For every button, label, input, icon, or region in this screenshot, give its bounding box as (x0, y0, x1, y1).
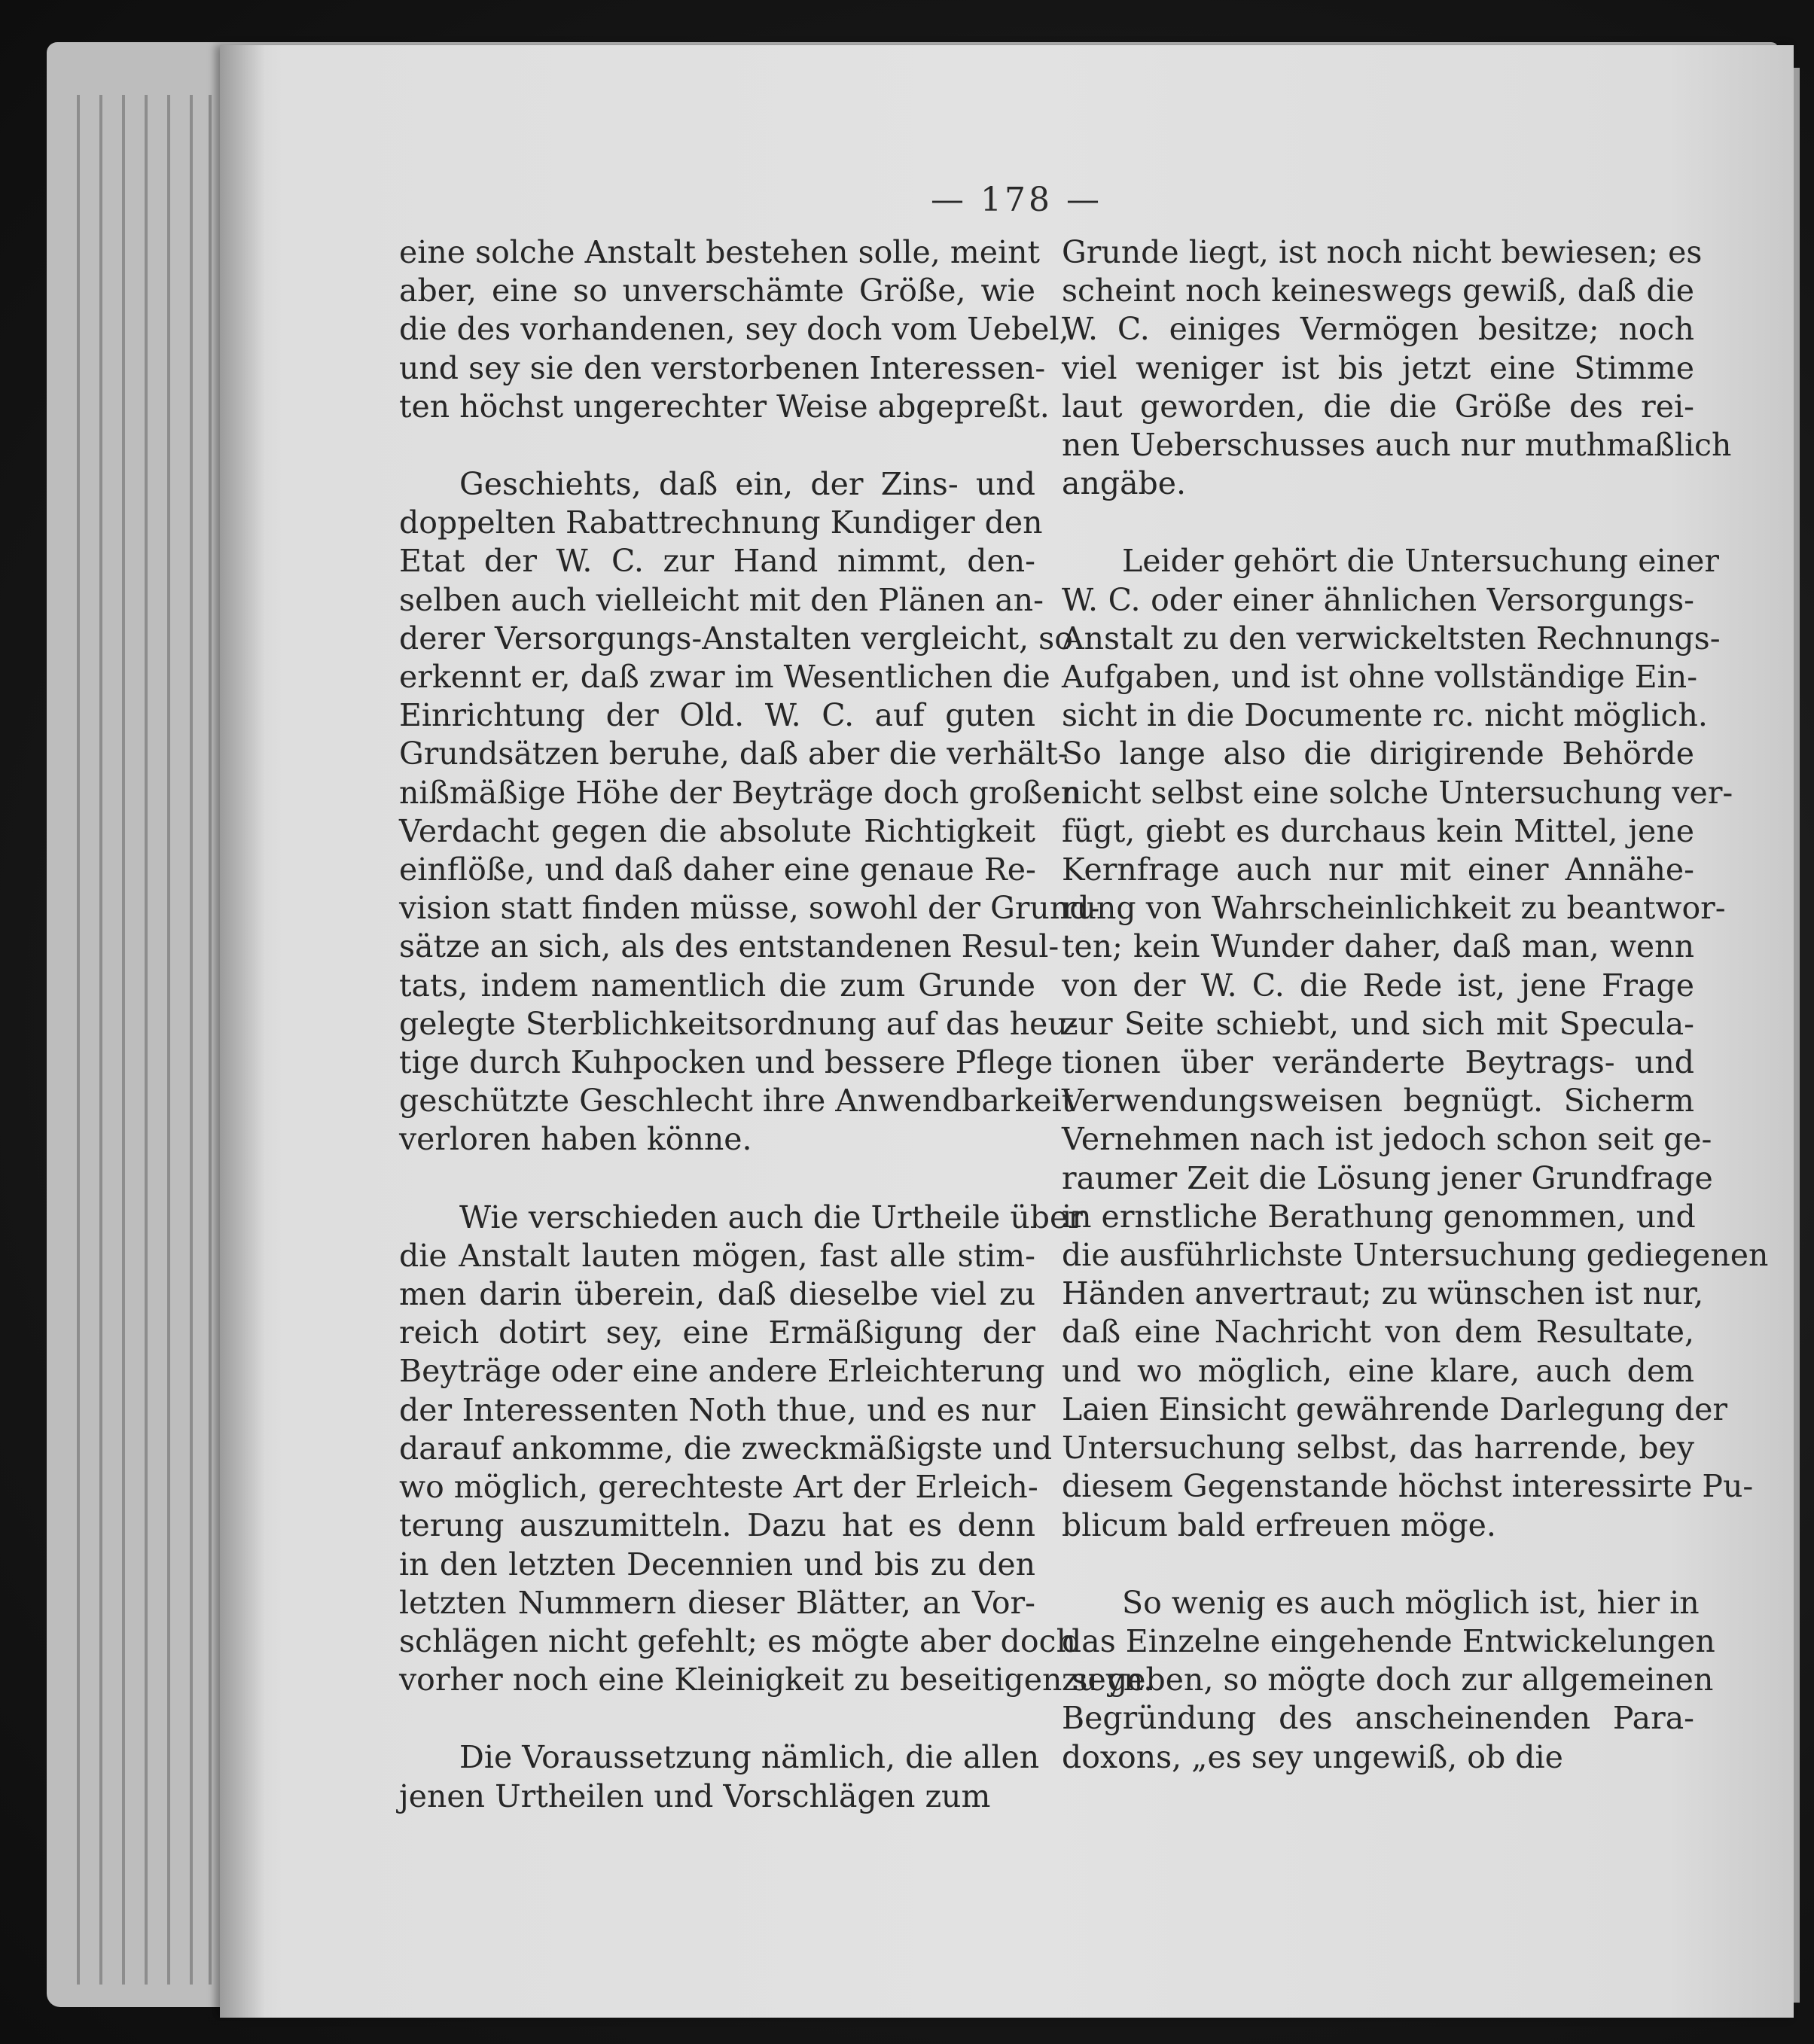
page-edge (190, 95, 193, 1985)
text-line: nen Ueberschusses auch nur muthmaßlich (1062, 427, 1732, 464)
text-line: Vernehmen nach ist jedoch schon seit ge- (1062, 1121, 1712, 1158)
text-line: zur Seite schiebt, und sich mit Specula- (1062, 1005, 1694, 1042)
page-edge (122, 95, 125, 1985)
text-line: von der W. C. die Rede ist, jene Frage (1062, 967, 1694, 1004)
text-line: eine solche Anstalt bestehen solle, meint (399, 234, 1040, 270)
text-line: tionen über veränderte Beytrags- und (1062, 1044, 1694, 1081)
text-line: die ausführlichste Untersuchung gediegenen (1062, 1237, 1769, 1274)
text-line: nißmäßige Höhe der Beyträge doch großen (399, 774, 1081, 811)
text-line: blicum bald erfreuen möge. (1062, 1506, 1496, 1543)
text-line: Anstalt zu den verwickeltsten Rechnungs- (1062, 620, 1721, 656)
text-line: selben auch vielleicht mit den Plänen an- (399, 581, 1044, 618)
text-line: vorher noch eine Kleinigkeit zu beseitigen seyn. (399, 1662, 1154, 1698)
gutter-shadow (220, 45, 265, 2018)
paragraph (399, 1738, 1040, 1815)
text-line: raumer Zeit die Lösung jener Grundfrage (1062, 1159, 1713, 1196)
text-line: rung von Wahrscheinlichkeit zu beantwor- (1062, 890, 1726, 927)
text-line: vision statt finden müsse, sowohl der Grund- (399, 890, 1100, 927)
text-line: aber, eine so unverschämte Größe, wie (399, 273, 1035, 309)
text-line: diesem Gegenstande höchst interessirte Pu- (1062, 1468, 1754, 1505)
text-line: letzten Nummern dieser Blätter, an Vor- (399, 1584, 1035, 1621)
text-line: Verdacht gegen die absolute Richtigkeit (399, 812, 1035, 849)
paragraph (1062, 542, 1769, 1544)
page-number: — 178 — (931, 181, 1102, 219)
text-line: darauf ankomme, die zweckmäßigste und (399, 1430, 1053, 1467)
paragraph-spacer (399, 1159, 1035, 1199)
text-line: men darin überein, daß dieselbe viel zu (399, 1276, 1035, 1313)
text-line: W. C. einiges Vermögen besitze; noch (1062, 311, 1694, 348)
text-line: W. C. oder einer ähnlichen Versorgungs- (1062, 581, 1694, 618)
page-edge (209, 95, 212, 1985)
paragraph-spacer (399, 1699, 1035, 1738)
text-line: in den letzten Decennien und bis zu den (399, 1546, 1035, 1583)
text-line: Leider gehört die Untersuchung einer (1122, 543, 1719, 580)
page-edge (99, 95, 102, 1985)
text-line: der Interessenten Noth thue, und es nur (399, 1391, 1035, 1428)
text-line: Kernfrage auch nur mit einer Annähe- (1062, 851, 1694, 888)
text-line: das Einzelne eingehende Entwickelungen (1062, 1622, 1715, 1659)
text-line: derer Versorgungs-Anstalten vergleicht, so (399, 620, 1073, 656)
paragraph (399, 233, 1069, 426)
text-line: wo möglich, gerechteste Art der Erleich- (399, 1469, 1038, 1506)
text-line: sicht in die Documente rc. nicht möglich. (1062, 697, 1708, 734)
paragraph (1062, 1584, 1715, 1777)
text-line: tats, indem namentlich die zum Grunde (399, 967, 1035, 1004)
text-line: viel weniger ist bis jetzt eine Stimme (1062, 349, 1694, 386)
text-line: schlägen nicht gefehlt; es mögte aber doch (399, 1622, 1076, 1659)
text-line: daß eine Nachricht von dem Resultate, (1062, 1314, 1694, 1351)
text-line: fügt, giebt es durchaus kein Mittel, jene (1062, 812, 1694, 849)
page-edge (167, 95, 170, 1985)
text-line: sätze an sich, als des entstandenen Resul- (399, 928, 1059, 965)
text-line: ten; kein Wunder daher, daß man, wenn (1062, 928, 1694, 965)
text-line: Untersuchung selbst, das harrende, bey (1062, 1430, 1694, 1467)
text-line: und sey sie den verstorbenen Interessen- (399, 349, 1046, 386)
paragraph-spacer (1062, 1545, 1694, 1584)
text-line: reich dotirt sey, eine Ermäßigung der (399, 1314, 1035, 1351)
text-line: jenen Urtheilen und Vorschlägen zum (399, 1777, 991, 1814)
text-line: in ernstliche Berathung genommen, und (1062, 1198, 1696, 1235)
text-line: zu geben, so mögte doch zur allgemeinen (1062, 1662, 1714, 1698)
text-line: So lange also die dirigirende Behörde (1062, 736, 1694, 772)
paragraph-spacer (399, 426, 1035, 465)
text-line: ten höchst ungerechter Weise abgepreßt. (399, 388, 1050, 425)
text-line: tige durch Kuhpocken und bessere Pflege (399, 1044, 1053, 1081)
text-line: Beyträge oder eine andere Erleichterung (399, 1353, 1045, 1390)
text-line: Etat der W. C. zur Hand nimmt, den- (399, 543, 1035, 580)
text-line: einflöße, und daß daher eine genaue Re- (399, 851, 1036, 888)
paragraph (399, 465, 1100, 1159)
paragraph-spacer (1062, 503, 1694, 542)
text-line: angäbe. (1062, 465, 1187, 502)
text-line: Laien Einsicht gewährende Darlegung der (1062, 1391, 1727, 1427)
text-line: doppelten Rabattrechnung Kundiger den (399, 504, 1043, 541)
right-column (1062, 233, 1769, 1777)
text-line: verloren haben könne. (399, 1121, 752, 1158)
text-line: Wie verschieden auch die Urtheile über (459, 1199, 1083, 1235)
text-line: die des vorhandenen, sey doch vom Uebel, (399, 311, 1069, 348)
text-line: Begründung des anscheinenden Para- (1062, 1700, 1694, 1737)
text-line: laut geworden, die die Größe des rei- (1062, 388, 1694, 425)
text-line: und wo möglich, eine klare, auch dem (1062, 1352, 1694, 1389)
text-line: Einrichtung der Old. W. C. auf guten (399, 697, 1035, 734)
paragraph (399, 1199, 1154, 1700)
text-line: terung auszumitteln. Dazu hat es denn (399, 1507, 1035, 1544)
text-line: Geschiehts, daß ein, der Zins- und (459, 466, 1035, 503)
text-line: Aufgaben, und ist ohne vollständige Ein- (1062, 659, 1698, 696)
page-edge (77, 95, 80, 1985)
text-line: die Anstalt lauten mögen, fast alle stim- (399, 1237, 1035, 1274)
text-line: nicht selbst eine solche Untersuchung ver- (1062, 774, 1733, 811)
text-line: Grundsätzen beruhe, daß aber die verhält- (399, 736, 1069, 772)
text-line: Die Voraussetzung nämlich, die allen (459, 1739, 1040, 1776)
text-line: gelegte Sterblichkeitsordnung auf das heu- (399, 1005, 1078, 1042)
text-line: Verwendungsweisen begnügt. Sicherm (1062, 1083, 1694, 1119)
text-line: erkennt er, daß zwar im Wesentlichen die (399, 659, 1050, 696)
text-line: doxons, „es sey ungewiß, ob die (1062, 1738, 1563, 1775)
text-line: scheint noch keineswegs gewiß, daß die (1062, 273, 1694, 309)
text-line: So wenig es auch möglich ist, hier in (1122, 1584, 1700, 1621)
paragraph (1062, 233, 1732, 503)
text-line: Händen anvertraut; zu wünschen ist nur, (1062, 1275, 1704, 1312)
page-edge (145, 95, 148, 1985)
text-line: Grunde liegt, ist noch nicht bewiesen; es (1062, 234, 1703, 270)
text-line: geschützte Geschlecht ihre Anwendbarkeit (399, 1083, 1075, 1119)
